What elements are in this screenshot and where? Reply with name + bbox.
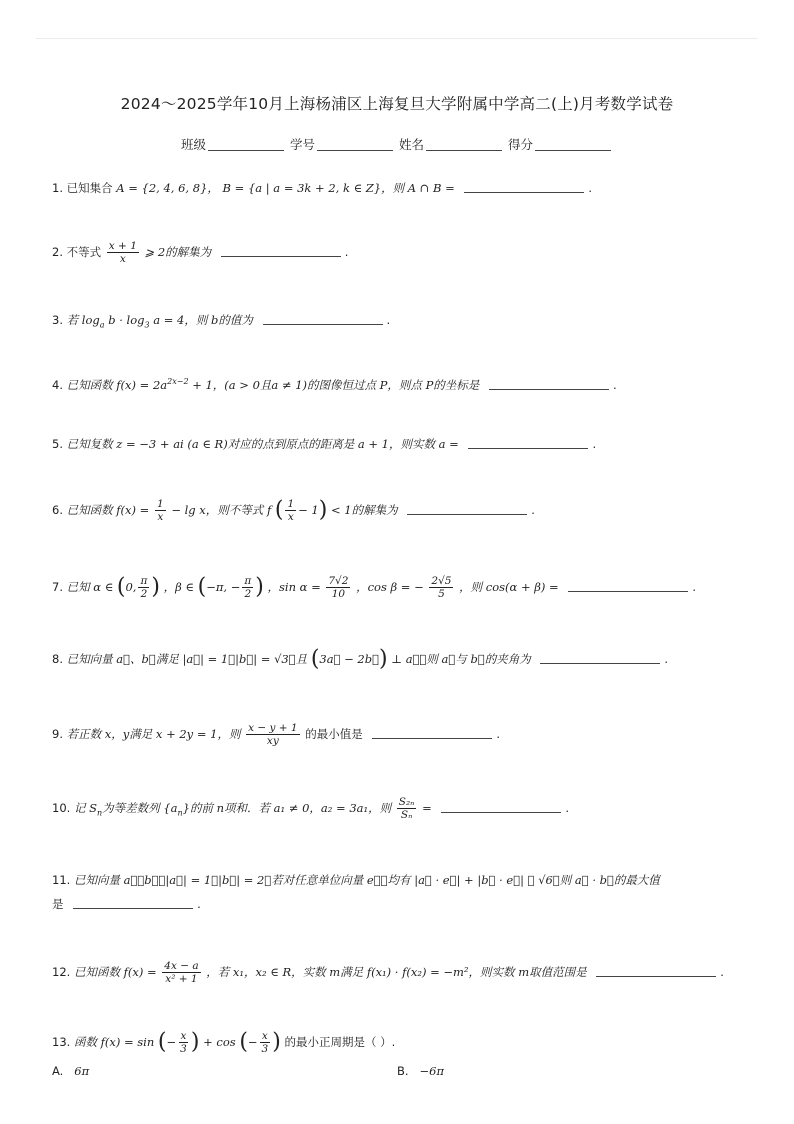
question-2: 2. 不等式 $\frac{x + 1}{x}$ ⩾ 2的解集为 . <box>52 240 349 265</box>
question-9: 9. 若正数 x，y满足 x + 2y = 1，则 $\frac{x - y + 1}{xy}$ 的最小值是 . <box>52 722 501 747</box>
answer-blank[interactable] <box>568 580 688 592</box>
answer-blank[interactable] <box>464 181 584 193</box>
question-11: 11. 已知向量 a⃗，b⃗，|a⃗| = 1，|b⃗| = 2，若对任意单位向量 e⃗，均有 |a⃗ · e⃗| + |b⃗ · e⃗| ⩽ √6，则 a⃗ · b⃗的最大值 <box>52 873 660 887</box>
question-10: 10. 记 $S_n$为等差数列 $\{a_n\}$的前 n项和．若 a₁ ≠ 0，a₂ = 3a₁，则 $\frac{\text{S₂ₙ}}{\text{Sₙ}}$ = . <box>52 796 570 821</box>
answer-blank[interactable] <box>73 897 193 909</box>
option-b[interactable]: B. −6π <box>397 1064 445 1078</box>
question-6: 6. 已知函数 f(x) = $\frac{1}{x}$ − lg x，则不等式 f ( $\frac{1}{x}$ − 1) < 1的解集为 . <box>52 497 535 523</box>
answer-blank[interactable] <box>468 437 588 449</box>
question-13: 13. 函数 f(x) = sin (− $\frac{x}{3}$ ) + cos (− $\frac{x}{3}$ ) 的最小正周期是（ ）. <box>52 1029 396 1055</box>
question-3: 3. 若 $\log_a b \cdot \log_3 a = 4$，则 b的值为 . <box>52 313 391 330</box>
answer-blank[interactable] <box>263 313 383 325</box>
class-blank[interactable] <box>208 138 284 151</box>
page-top-rule <box>36 38 758 39</box>
question-8: 8. 已知向量 a⃗、b⃗满足 |a⃗| = 1，|b⃗| = √3，且 (3a⃗ − 2b⃗) ⊥ a⃗，则 a⃗与 b⃗的夹角为 . <box>52 646 669 672</box>
score-label: 得分 <box>507 137 533 152</box>
question-12: 12. 已知函数 f(x) = $\frac{4x - a}{\text{x² + 1}}$ ，若 x₁，x₂ ∈ R，实数 m满足 f(x₁) · f(x₂) = −m²，则实数 m取值范围是 . <box>52 960 724 985</box>
answer-blank[interactable] <box>441 801 561 813</box>
answer-blank[interactable] <box>596 965 716 977</box>
question-1: 1. 已知集合 A = {2, 4, 6, 8}， B = {a | a = 3k + 2, k ∈ Z}，则 A ∩ B = . <box>52 181 593 195</box>
id-blank[interactable] <box>317 138 393 151</box>
page-title: 2024～2025学年10月上海杨浦区上海复旦大学附属中学高二(上)月考数学试卷 <box>120 95 674 113</box>
student-info-line <box>0 135 794 153</box>
answer-blank[interactable] <box>372 727 492 739</box>
option-a[interactable]: A. 6π <box>52 1064 90 1078</box>
name-blank[interactable] <box>426 138 502 151</box>
answer-blank[interactable] <box>221 245 341 257</box>
answer-blank[interactable] <box>407 503 527 515</box>
fraction: $\frac{x + 1}{x}$ <box>108 240 137 265</box>
question-11-line-2: 是 . <box>52 897 201 911</box>
answer-blank[interactable] <box>489 378 609 390</box>
answer-blank[interactable] <box>540 652 660 664</box>
name-label: 姓名 <box>398 137 424 152</box>
question-7: 7. 已知 α ∈ (0, $\frac{\pi}{2}$ ) ，β ∈ (−π, − $\frac{\pi}{2}$ ) ，sin α = $\frac{7√2}{10}$ ，cos β = − $\frac{2√5}{5}$ ，则 cos(α + β) = . <box>52 574 696 600</box>
question-5: 5. 已知复数 z = −3 + ai (a ∈ R)对应的点到原点的距离是 a + 1，则实数 a = . <box>52 437 597 451</box>
id-label: 学号 <box>289 137 315 152</box>
class-label: 班级 <box>180 137 206 152</box>
score-blank[interactable] <box>535 138 611 151</box>
question-4: 4. 已知函数 $f(x) = 2a^{2x-2} + 1$，(a > 0且a ≠ 1)的图像恒过点 P，则点 P的坐标是 . <box>52 377 617 392</box>
